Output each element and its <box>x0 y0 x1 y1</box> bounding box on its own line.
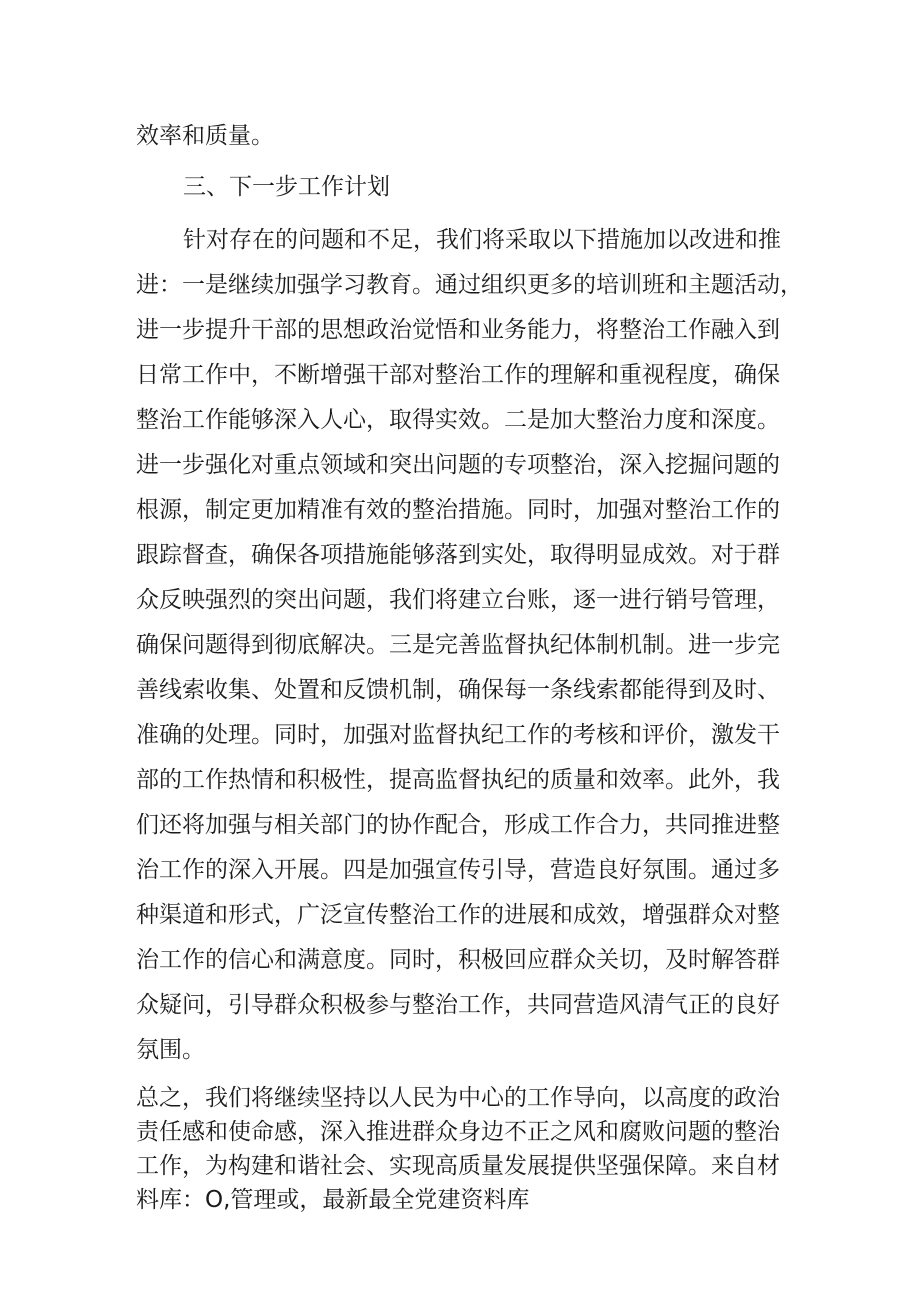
paragraph-line: 确保问题得到彻底解决。三是完善监督执纪体制机制。进一步完 <box>136 632 780 658</box>
paragraph-line: 们还将加强与相关部门的协作配合，形成工作合力，共同推进整 <box>136 812 780 838</box>
summary-line: 责任感和使命感，深入推进群众身边不正之风和腐败问题的整治 <box>136 1119 780 1145</box>
summary-line: 料库：O,管理或，最新最全党建资料库 <box>136 1187 530 1213</box>
paragraph-line: 进一步强化对重点领域和突出问题的专项整治，深入挖掘问题的 <box>136 452 780 478</box>
paragraph-line: 进一步提升干部的思想政治觉悟和业务能力，将整治工作融入到 <box>136 317 780 343</box>
paragraph-line: 部的工作热情和积极性，提高监督执纪的质量和效率。此外，我 <box>136 767 780 793</box>
paragraph-line: 日常工作中，不断增强干部对整治工作的理解和重视程度，确保 <box>136 362 780 388</box>
paragraph-line: 众反映强烈的突出问题，我们将建立台账，逐一进行销号管理， <box>136 587 780 613</box>
paragraph-line: 治工作的深入开展。四是加强宣传引导，营造良好氛围。通过多 <box>136 857 780 883</box>
paragraph-line: 进：一是继续加强学习教育。通过组织更多的培训班和主题活动， <box>136 272 803 298</box>
continued-text-line: 效率和质量。 <box>136 123 274 149</box>
summary-line: 工作，为构建和谐社会、实现高质量发展提供坚强保障。来自材 <box>136 1153 780 1179</box>
paragraph-line: 针对存在的问题和不足，我们将采取以下措施加以改进和推 <box>183 227 781 253</box>
paragraph-line: 跟踪督查，确保各项措施能够落到实处，取得明显成效。对于群 <box>136 542 780 568</box>
paragraph-line: 整治工作能够深入人心，取得实效。二是加大整治力度和深度。 <box>136 407 780 433</box>
paragraph-line: 众疑问，引导群众积极参与整治工作，共同营造风清气正的良好 <box>136 992 780 1018</box>
summary-line: 总之，我们将继续坚持以人民为中心的工作导向，以高度的政治 <box>136 1085 780 1111</box>
paragraph-line: 治工作的信心和满意度。同时，积极回应群众关切，及时解答群 <box>136 947 780 973</box>
paragraph-line: 善线索收集、处置和反馈机制，确保每一条线索都能得到及时、 <box>136 677 780 703</box>
paragraph-line: 种渠道和形式，广泛宣传整治工作的进展和成效，增强群众对整 <box>136 902 780 928</box>
section-heading: 三、下一步工作计划 <box>183 174 390 200</box>
paragraph-line: 准确的处理。同时，加强对监督执纪工作的考核和评价，激发干 <box>136 722 780 748</box>
paragraph-line: 氛围。 <box>136 1037 205 1063</box>
paragraph-line: 根源，制定更加精准有效的整治措施。同时，加强对整治工作的 <box>136 497 780 523</box>
